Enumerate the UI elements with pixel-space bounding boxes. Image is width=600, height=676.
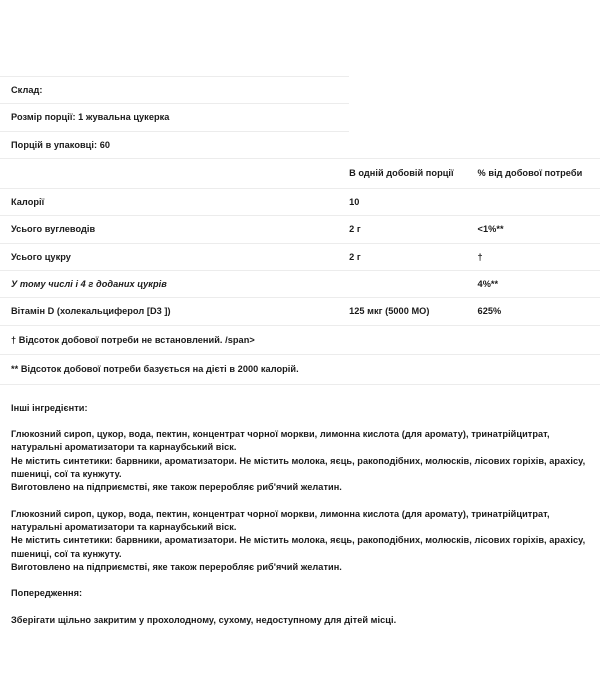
nutrient-amount bbox=[349, 270, 477, 297]
spacer bbox=[11, 574, 589, 587]
serving-size-amount bbox=[349, 104, 477, 131]
supplement-facts-table bbox=[0, 76, 600, 385]
warning-heading: Попередження: bbox=[11, 588, 83, 599]
table-row-servings-per-container bbox=[0, 131, 600, 158]
table-row-serving-size bbox=[0, 104, 600, 131]
allergen-statement: Не містить синтетики: барвники, ароматизатори. Не містить молока, яєць, ракоподібних, молюсків, лісових горіхів, арахісу, пшениці, сої та кунжуту. bbox=[11, 535, 586, 559]
servings-per-container-amount bbox=[349, 131, 477, 158]
footnote-double-asterisk: ** Відсоток добової потреби базується на дієті в 2000 калорій. bbox=[0, 355, 600, 384]
column-header-daily-value: % від добової потреби bbox=[478, 159, 600, 188]
table-header-row bbox=[0, 159, 600, 188]
composition-dv bbox=[478, 77, 600, 104]
nutrient-name: Вітамін D (холекальциферол [D3 ]) bbox=[0, 298, 349, 325]
nutrient-amount: 2 г bbox=[349, 243, 477, 270]
table-row-composition bbox=[0, 77, 600, 104]
table-row bbox=[0, 243, 600, 270]
facility-statement: Виготовлено на підприємстві, яке також переробляє риб'ячий желатин. bbox=[11, 482, 342, 493]
footnote-dagger: † Відсоток добової потреби не встановлений. /span> bbox=[0, 325, 600, 354]
allergen-statement: Не містить синтетики: барвники, ароматизатори. Не містить молока, яєць, ракоподібних, молюсків, лісових горіхів, арахісу, пшениці, сої та кунжуту. bbox=[11, 455, 586, 480]
spacer bbox=[11, 415, 589, 428]
servings-per-container-label: Порцій в упаковці: 60 bbox=[0, 131, 349, 158]
composition-label: Склад: bbox=[0, 77, 349, 104]
spacer bbox=[11, 601, 589, 614]
column-header-name bbox=[0, 159, 349, 188]
ingredients-list: Глюкозний сироп, цукор, вода, пектин, концентрат чорної моркви, лимонна кислота (для аромату), тринатрійцитрат, натуральні ароматизатори та карнаубський віск. bbox=[11, 428, 550, 453]
nutrient-daily-value: 625% bbox=[478, 298, 600, 325]
footnote-row bbox=[0, 325, 600, 354]
spacer bbox=[11, 385, 589, 402]
facility-statement: Виготовлено на підприємстві, яке також переробляє риб'ячий желатин. bbox=[11, 562, 342, 573]
nutrient-amount: 10 bbox=[349, 188, 477, 215]
nutrient-amount: 125 мкг (5000 МО) bbox=[349, 298, 477, 325]
nutrient-daily-value: 4%** bbox=[478, 270, 600, 297]
nutrient-daily-value bbox=[478, 188, 600, 215]
table-row bbox=[0, 188, 600, 215]
footnote-row bbox=[0, 355, 600, 384]
nutrient-name: Усього цукру bbox=[0, 243, 349, 270]
supplement-facts-page bbox=[0, 76, 600, 676]
ingredients-block bbox=[11, 428, 589, 495]
nutrient-daily-value: <1%** bbox=[478, 216, 600, 243]
composition-amount bbox=[349, 77, 477, 104]
serving-size-label: Розмір порції: 1 жувальна цукерка bbox=[0, 104, 349, 131]
servings-per-container-dv bbox=[478, 131, 600, 158]
other-ingredients-heading: Інші інгредієнти: bbox=[11, 402, 88, 413]
warning-text: Зберігати щільно закритим у прохолодному, сухому, недоступному для дітей місці. bbox=[11, 614, 397, 625]
table-row bbox=[0, 216, 600, 243]
nutrient-name: Усього вуглеводів bbox=[0, 216, 349, 243]
nutrient-name: Калорії bbox=[0, 188, 349, 215]
nutrient-amount: 2 г bbox=[349, 216, 477, 243]
column-header-amount-per-serving: В одній добовій порції bbox=[349, 159, 477, 188]
ingredients-block-duplicate bbox=[11, 508, 589, 575]
lower-content bbox=[0, 385, 600, 627]
serving-size-dv bbox=[478, 104, 600, 131]
table-row bbox=[0, 270, 600, 297]
spacer bbox=[11, 495, 589, 508]
table-row bbox=[0, 298, 600, 325]
nutrient-daily-value: † bbox=[478, 243, 600, 270]
nutrient-name: У тому числі і 4 г доданих цукрів bbox=[0, 270, 349, 297]
ingredients-list: Глюкозний сироп, цукор, вода, пектин, концентрат чорної моркви, лимонна кислота (для аромату), тринатрійцитрат, натуральні ароматизатори та карнаубський віск. bbox=[11, 508, 550, 533]
